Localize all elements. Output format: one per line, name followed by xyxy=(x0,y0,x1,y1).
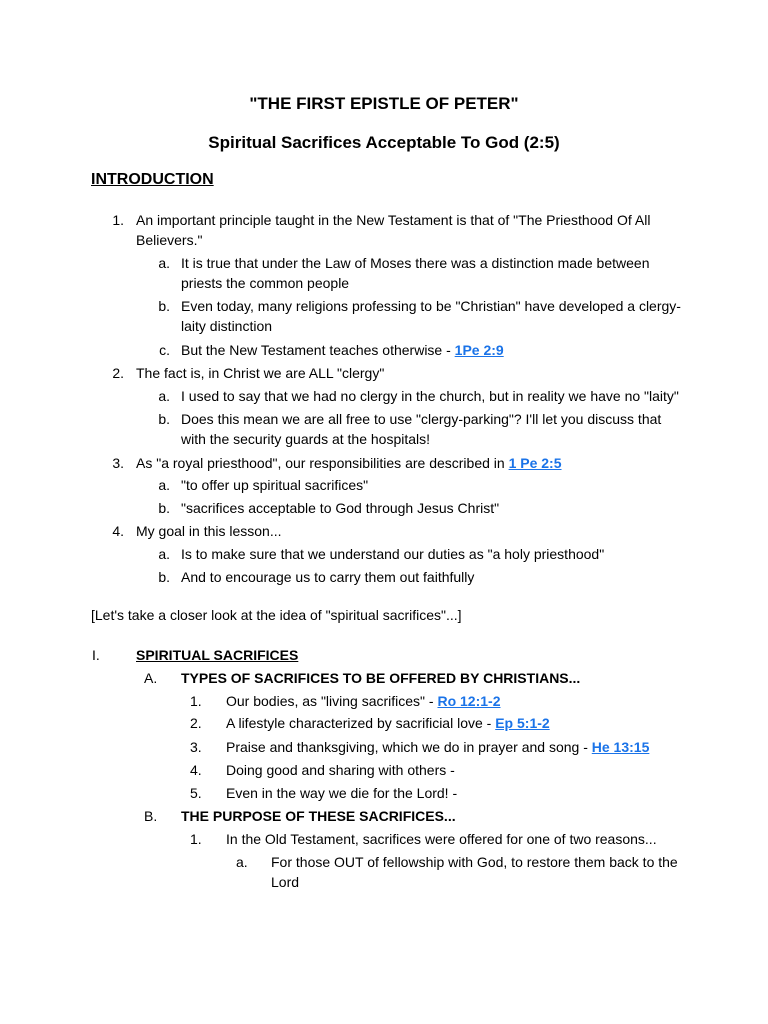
list-item-text: It is true that under the Law of Moses there was a distinction made between xyxy=(181,255,650,271)
list-item-text: A lifestyle characterized by sacrificial love - xyxy=(226,715,496,731)
subsection-heading: THE PURPOSE OF THESE SACRIFICES... xyxy=(181,808,456,824)
list-item-text: "to offer up spiritual sacrifices" xyxy=(181,477,369,493)
list-item-text: priests the common people xyxy=(181,275,350,291)
list-item-text: Even today, many religions professing to be "Christian" have developed a clergy- xyxy=(181,298,681,314)
list-letter: a. xyxy=(158,388,170,404)
list-item-text: The fact is, in Christ we are ALL "clergy" xyxy=(136,365,385,381)
list-item-text: "sacrifices acceptable to God through Jesus Christ" xyxy=(181,500,500,516)
list-number: 4. xyxy=(112,523,124,539)
list-item-text xyxy=(181,340,504,360)
list-item-text: with the security guards at the hospitals! xyxy=(181,431,431,447)
list-number: 1. xyxy=(112,212,124,228)
outline-letter: B. xyxy=(144,808,158,824)
list-item-text: Lord xyxy=(271,874,300,890)
list-item-text xyxy=(226,713,550,733)
outline-numeral: I. xyxy=(92,647,100,663)
list-letter: c. xyxy=(159,342,170,358)
outline-number: 1. xyxy=(190,693,202,709)
outline-number: 4. xyxy=(190,762,202,778)
scripture-link[interactable]: He 13:15 xyxy=(591,739,650,755)
list-item-text: Doing good and sharing with others - xyxy=(226,762,455,778)
outline-letter: a. xyxy=(236,854,248,870)
list-item-text: An important principle taught in the New Testament is that of "The Priesthood Of All xyxy=(136,212,651,228)
transition-note: [Let's take a closer look at the idea of "spiritual sacrifices"...] xyxy=(91,607,462,623)
scripture-link[interactable]: 1 Pe 2:5 xyxy=(508,455,562,471)
list-letter: b. xyxy=(158,500,170,516)
list-letter: b. xyxy=(158,298,170,314)
list-item-text: As "a royal priesthood", our responsibilities are described in xyxy=(136,455,509,471)
list-letter: a. xyxy=(158,477,170,493)
list-item-text: Our bodies, as "living sacrifices" - xyxy=(226,693,438,709)
list-letter: a. xyxy=(158,255,170,271)
list-number: 3. xyxy=(112,455,124,471)
list-item-text xyxy=(136,453,562,473)
list-item-text: My goal in this lesson... xyxy=(136,523,282,539)
list-letter: b. xyxy=(158,569,170,585)
outline-number: 3. xyxy=(190,739,202,755)
list-item-text xyxy=(226,737,649,757)
list-item-text: Is to make sure that we understand our duties as "a holy priesthood" xyxy=(181,546,605,562)
scripture-link[interactable]: 1Pe 2:9 xyxy=(454,342,504,358)
list-item-text xyxy=(226,691,501,711)
list-item-text: For those OUT of fellowship with God, to restore them back to the xyxy=(271,854,678,870)
list-item-text: In the Old Testament, sacrifices were offered for one of two reasons... xyxy=(226,831,657,847)
document-subtitle: Spiritual Sacrifices Acceptable To God (2:5) xyxy=(208,133,560,152)
list-letter: b. xyxy=(158,411,170,427)
list-item-text: I used to say that we had no clergy in the church, but in reality we have no "laity" xyxy=(181,388,679,404)
outline-number: 2. xyxy=(190,715,202,731)
document-title: "THE FIRST EPISTLE OF PETER" xyxy=(249,94,519,113)
list-item-text: And to encourage us to carry them out faithfully xyxy=(181,569,475,585)
outline-letter: A. xyxy=(144,670,158,686)
scripture-link[interactable]: Ro 12:1-2 xyxy=(437,693,501,709)
list-item-text: Even in the way we die for the Lord! - xyxy=(226,785,458,801)
list-item-text: Praise and thanksgiving, which we do in prayer and song - xyxy=(226,739,592,755)
section-heading: SPIRITUAL SACRIFICES xyxy=(136,647,299,663)
list-item-text: laity distinction xyxy=(181,318,273,334)
subsection-heading: TYPES OF SACRIFICES TO BE OFFERED BY CHRISTIANS... xyxy=(181,670,581,686)
list-item-text: Believers." xyxy=(136,232,203,248)
scripture-link[interactable]: Ep 5:1-2 xyxy=(495,715,550,731)
outline-number: 1. xyxy=(190,831,202,847)
list-item-text: Does this mean we are all free to use "clergy-parking"? I'll let you discuss that xyxy=(181,411,662,427)
list-letter: a. xyxy=(158,546,170,562)
list-item-text: But the New Testament teaches otherwise - xyxy=(181,342,455,358)
list-number: 2. xyxy=(112,365,124,381)
introduction-heading: INTRODUCTION xyxy=(91,171,214,188)
outline-number: 5. xyxy=(190,785,202,801)
